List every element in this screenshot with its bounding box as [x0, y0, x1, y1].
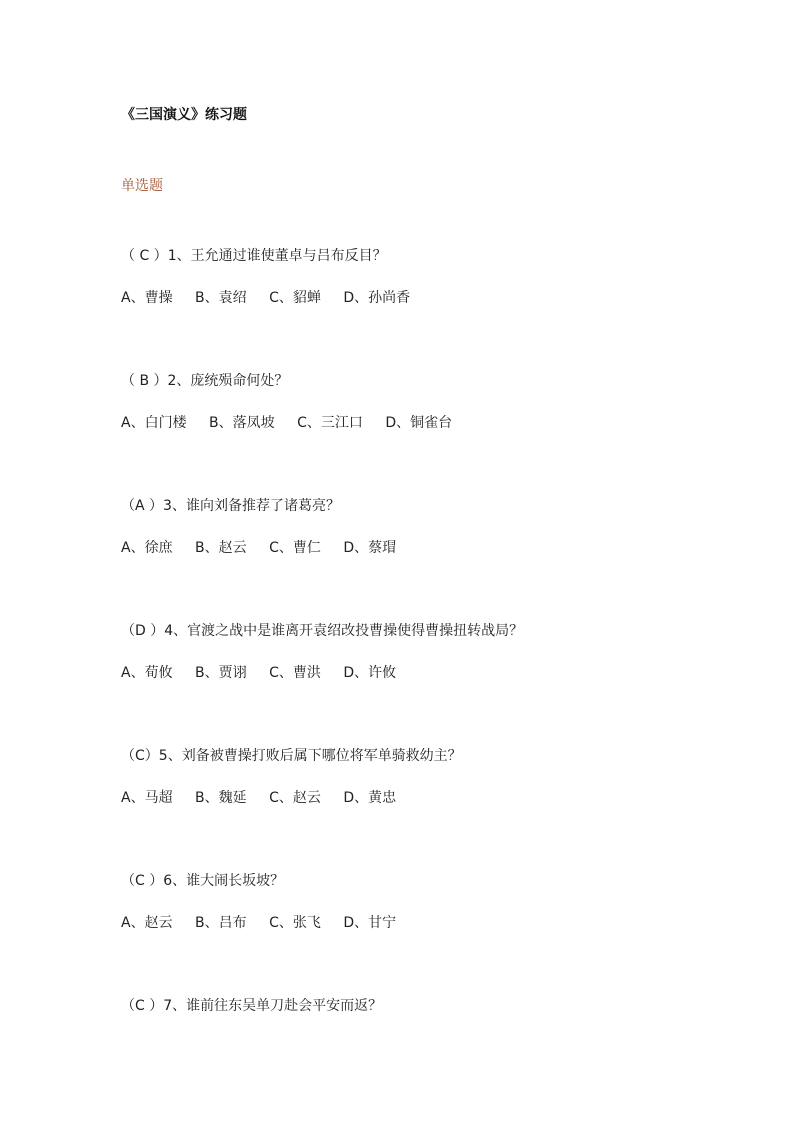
option-c: C、曹仁 [269, 540, 321, 556]
question-stem: 3、谁向刘备推荐了诸葛亮？ [163, 498, 340, 514]
question-stem: 7、谁前往东吴单刀赴会平安而返？ [163, 998, 383, 1014]
answer-mark: （C） [121, 748, 159, 764]
option-a: A、马超 [121, 790, 173, 806]
question-text [121, 497, 721, 515]
option-d: D、甘宁 [343, 915, 397, 931]
option-a: A、徐庶 [121, 540, 173, 556]
option-c: C、貂蝉 [269, 290, 321, 306]
option-b: B、赵云 [195, 540, 247, 556]
option-a: A、白门楼 [121, 415, 187, 431]
options-row [121, 789, 721, 807]
option-c: C、张飞 [269, 915, 321, 931]
question-7 [121, 997, 721, 1015]
question-text [121, 872, 721, 890]
option-a: A、荀攸 [121, 665, 173, 681]
option-c: C、曹洪 [269, 665, 321, 681]
option-a: A、曹操 [121, 290, 173, 306]
question-3 [121, 497, 721, 557]
option-d: D、许攸 [343, 665, 397, 681]
answer-mark: （D ） [121, 623, 165, 639]
question-text [121, 997, 721, 1015]
option-b: B、落凤坡 [209, 415, 275, 431]
option-d: D、黄忠 [343, 790, 397, 806]
option-d: D、蔡瑁 [343, 540, 397, 556]
option-a: A、赵云 [121, 915, 173, 931]
question-6 [121, 872, 721, 932]
question-4 [121, 622, 721, 682]
options-row [121, 664, 721, 682]
option-d: D、孙尚香 [343, 290, 411, 306]
answer-mark: （C ） [121, 873, 164, 889]
question-text [121, 372, 721, 390]
option-d: D、铜雀台 [385, 415, 453, 431]
option-b: B、吕布 [195, 915, 247, 931]
question-2 [121, 372, 721, 432]
options-row [121, 289, 721, 307]
question-stem: 6、谁大闹长坂坡？ [163, 873, 285, 889]
question-text [121, 622, 721, 640]
answer-mark: （C ） [121, 998, 164, 1014]
answer-mark: （ B ） [121, 373, 168, 389]
question-stem: 1、王允通过谁使董卓与吕布反目？ [167, 248, 387, 264]
options-row [121, 914, 721, 932]
options-row [121, 539, 721, 557]
option-b: B、魏延 [195, 790, 247, 806]
question-stem: 4、官渡之战中是谁离开袁绍改投曹操使得曹操扭转战局？ [164, 623, 524, 639]
question-5 [121, 747, 721, 807]
option-c: C、赵云 [269, 790, 321, 806]
question-1 [121, 247, 721, 307]
option-b: B、袁绍 [195, 290, 247, 306]
question-stem: 2、庞统殒命何处？ [167, 373, 289, 389]
question-text [121, 747, 721, 765]
answer-mark: （A ） [121, 498, 164, 514]
option-c: C、三江口 [297, 415, 363, 431]
document-title: 《三国演义》练习题 [121, 107, 247, 123]
options-row [121, 414, 721, 432]
option-b: B、贾诩 [195, 665, 247, 681]
answer-mark: （ C ） [121, 248, 168, 264]
question-stem: 5、刘备被曹操打败后属下哪位将军单骑救幼主？ [158, 748, 462, 764]
section-title: 单选题 [121, 178, 163, 194]
question-text [121, 247, 721, 265]
